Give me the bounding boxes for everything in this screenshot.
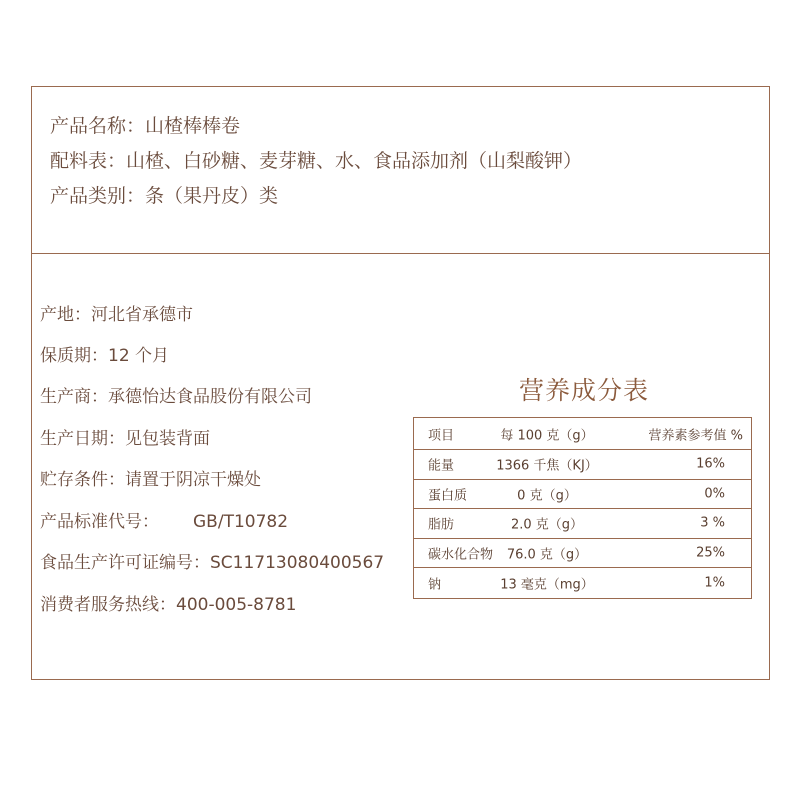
- manufacturer-text: 生产商：承德怡达食品股份有限公司: [40, 387, 312, 407]
- table-row: [414, 509, 751, 539]
- product-standard-label: 产品标准代号：: [40, 512, 159, 532]
- ingredients-list: 配料表：山楂、白砂糖、麦芽糖、水、食品添加剂（山梨酸钾）: [50, 150, 583, 172]
- nutrient-name: 能量: [428, 458, 455, 474]
- header-item: 项目: [428, 428, 455, 443]
- service-hotline-text: 消费者服务热线：400-005-8781: [40, 595, 297, 615]
- table-row: [414, 480, 751, 510]
- production-license-text: 食品生产许可证编号：SC11713080400567: [40, 553, 385, 573]
- shelf-life-text: 保质期：12 个月: [40, 346, 170, 366]
- storage-conditions-text: 贮存条件：请置于阴凉干燥处: [40, 470, 261, 490]
- header-per-100g: 每 100 克（g）: [500, 428, 594, 443]
- table-row: [414, 568, 751, 598]
- product-standard-line: [40, 511, 288, 533]
- nutrient-amount: 0 克（g）: [517, 488, 577, 504]
- nutrient-name: 脂肪: [428, 517, 455, 533]
- nutrient-nrv: 1%: [704, 575, 725, 591]
- nutrient-amount: 13 毫克（mg）: [500, 577, 594, 593]
- nutrient-nrv: 0%: [704, 486, 725, 502]
- header-nrv: 营养素参考值 %: [648, 428, 743, 443]
- nutrient-nrv: 16%: [696, 456, 725, 472]
- product-standard-value: GB/T10782: [193, 512, 289, 532]
- nutrient-name: 碳水化合物: [428, 547, 494, 563]
- product-name: 产品名称：山楂棒棒卷: [50, 115, 241, 137]
- product-summary-section: [32, 87, 769, 254]
- product-label-frame: [31, 86, 770, 680]
- nutrition-table: [413, 417, 752, 599]
- nutrition-table-header: [414, 418, 751, 450]
- table-row: [414, 450, 751, 480]
- product-category: 产品类别：条（果丹皮）类: [50, 185, 279, 207]
- nutrient-amount: 76.0 克（g）: [506, 547, 588, 563]
- origin-text: 产地：河北省承德市: [40, 305, 193, 325]
- nutrient-amount: 2.0 克（g）: [510, 517, 584, 533]
- table-row: [414, 539, 751, 569]
- nutrient-name: 蛋白质: [428, 488, 468, 504]
- nutrient-nrv: 3 %: [700, 515, 725, 531]
- production-date-text: 生产日期：见包装背面: [40, 429, 210, 449]
- nutrient-name: 钠: [428, 577, 442, 593]
- nutrition-table-title: 营养成分表: [519, 376, 650, 405]
- nutrient-amount: 1366 千焦（KJ）: [496, 458, 598, 474]
- nutrient-nrv: 25%: [696, 545, 725, 561]
